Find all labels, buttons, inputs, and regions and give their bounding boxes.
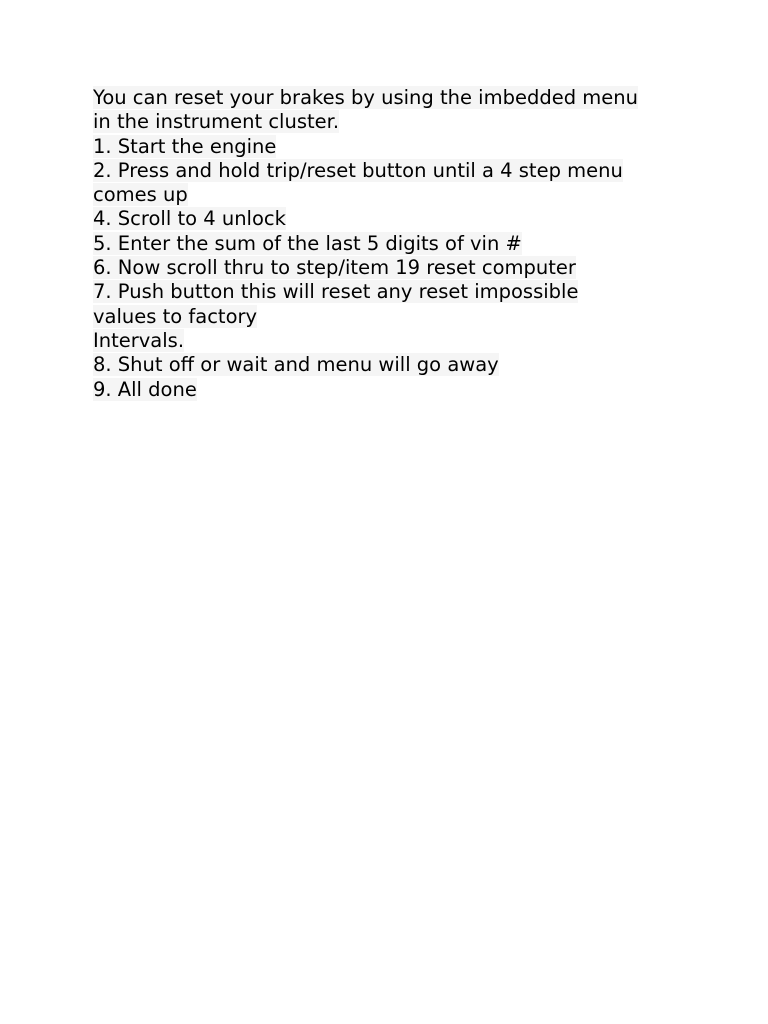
step-7-continued-2: Intervals.: [93, 328, 185, 352]
step-8: 8. Shut off or wait and menu will go away: [93, 353, 499, 377]
instructions-text: [93, 86, 693, 402]
step-2: 2. Press and hold trip/reset button until a 4 step menu: [93, 158, 623, 182]
step-1: 1. Start the engine: [93, 134, 277, 158]
step-5: 5. Enter the sum of the last 5 digits of vin #: [93, 231, 522, 255]
step-2-continued: comes up: [93, 183, 188, 207]
step-9: 9. All done: [93, 377, 197, 401]
intro-line-1: You can reset your brakes by using the imbedded menu: [93, 86, 638, 109]
intro-line-2: in the instrument cluster.: [93, 110, 340, 134]
step-7-continued: values to factory: [93, 304, 258, 328]
step-6: 6. Now scroll thru to step/item 19 reset computer: [93, 256, 576, 280]
step-4: 4. Scroll to 4 unlock: [93, 207, 286, 231]
step-7: 7. Push button this will reset any reset impossible: [93, 280, 579, 304]
